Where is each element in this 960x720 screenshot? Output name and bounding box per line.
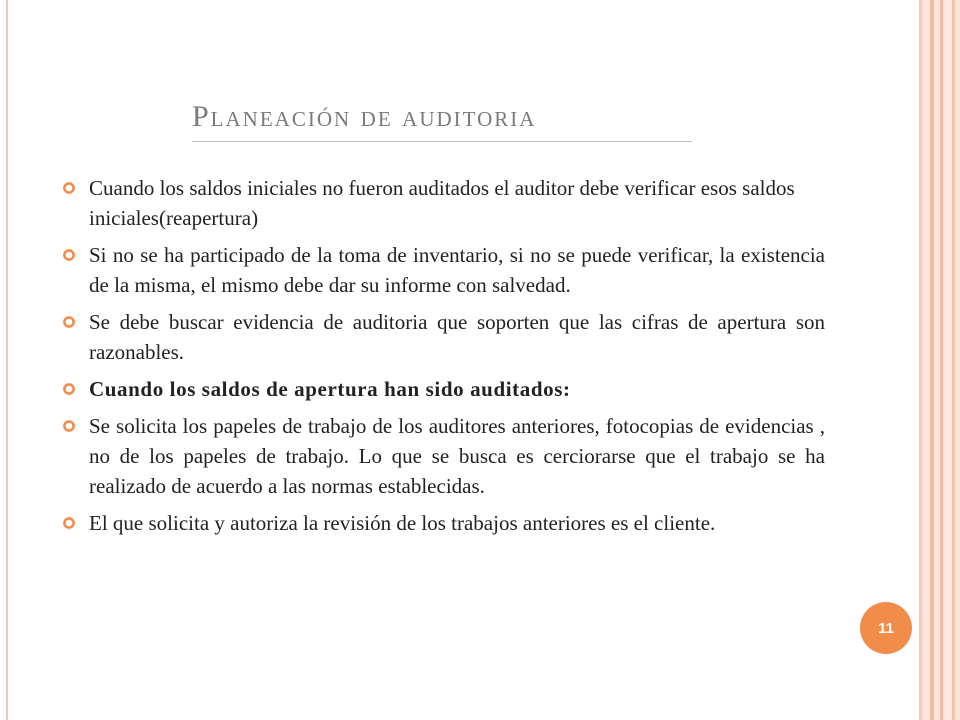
- bullet-list: [62, 173, 825, 545]
- slide-title: Planeación de auditoria: [192, 100, 537, 133]
- bullet-text: El que solicita y autoriza la revisión de los trabajos anteriores es el cliente.: [89, 511, 716, 535]
- title-underline: [192, 141, 692, 142]
- orange-ring-bullet-icon: [62, 516, 76, 530]
- bullet-item: [62, 307, 825, 367]
- orange-ring-bullet-icon: [62, 419, 76, 433]
- decorative-stripe: [943, 0, 952, 720]
- bullet-text: Cuando los saldos iniciales no fueron auditados el auditor debe verificar esos saldos iniciales(reapertura): [89, 176, 795, 230]
- orange-ring-bullet-icon: [62, 315, 76, 329]
- bullet-text: Cuando los saldos de apertura han sido auditados:: [89, 377, 571, 401]
- decorative-stripe: [922, 0, 930, 720]
- bullet-item: [62, 173, 825, 233]
- bullet-text: Si no se ha participado de la toma de inventario, si no se puede verificar, la existencia de la misma, el mismo debe dar su informe con salvedad.: [89, 243, 825, 297]
- bullet-item: [62, 240, 825, 300]
- bullet-text: Se debe buscar evidencia de auditoria que soporten que las cifras de apertura son razonables.: [89, 310, 825, 364]
- bullet-item-heading: [62, 374, 825, 404]
- left-border-line: [6, 0, 8, 720]
- orange-ring-bullet-icon: [62, 248, 76, 262]
- bullet-item: [62, 411, 825, 501]
- orange-ring-bullet-icon: [62, 181, 76, 195]
- bullet-item: [62, 508, 825, 538]
- orange-ring-bullet-icon: [62, 382, 76, 396]
- bullet-text: Se solicita los papeles de trabajo de los auditores anteriores, fotocopias de evidencias , no de los papeles de trabajo. Lo que se busca es cerciorarse que el trabajo se ha realizado de acuerdo a las normas establecidas.: [89, 414, 825, 498]
- decorative-stripe: [955, 0, 960, 720]
- page-number-badge: 11: [860, 602, 912, 654]
